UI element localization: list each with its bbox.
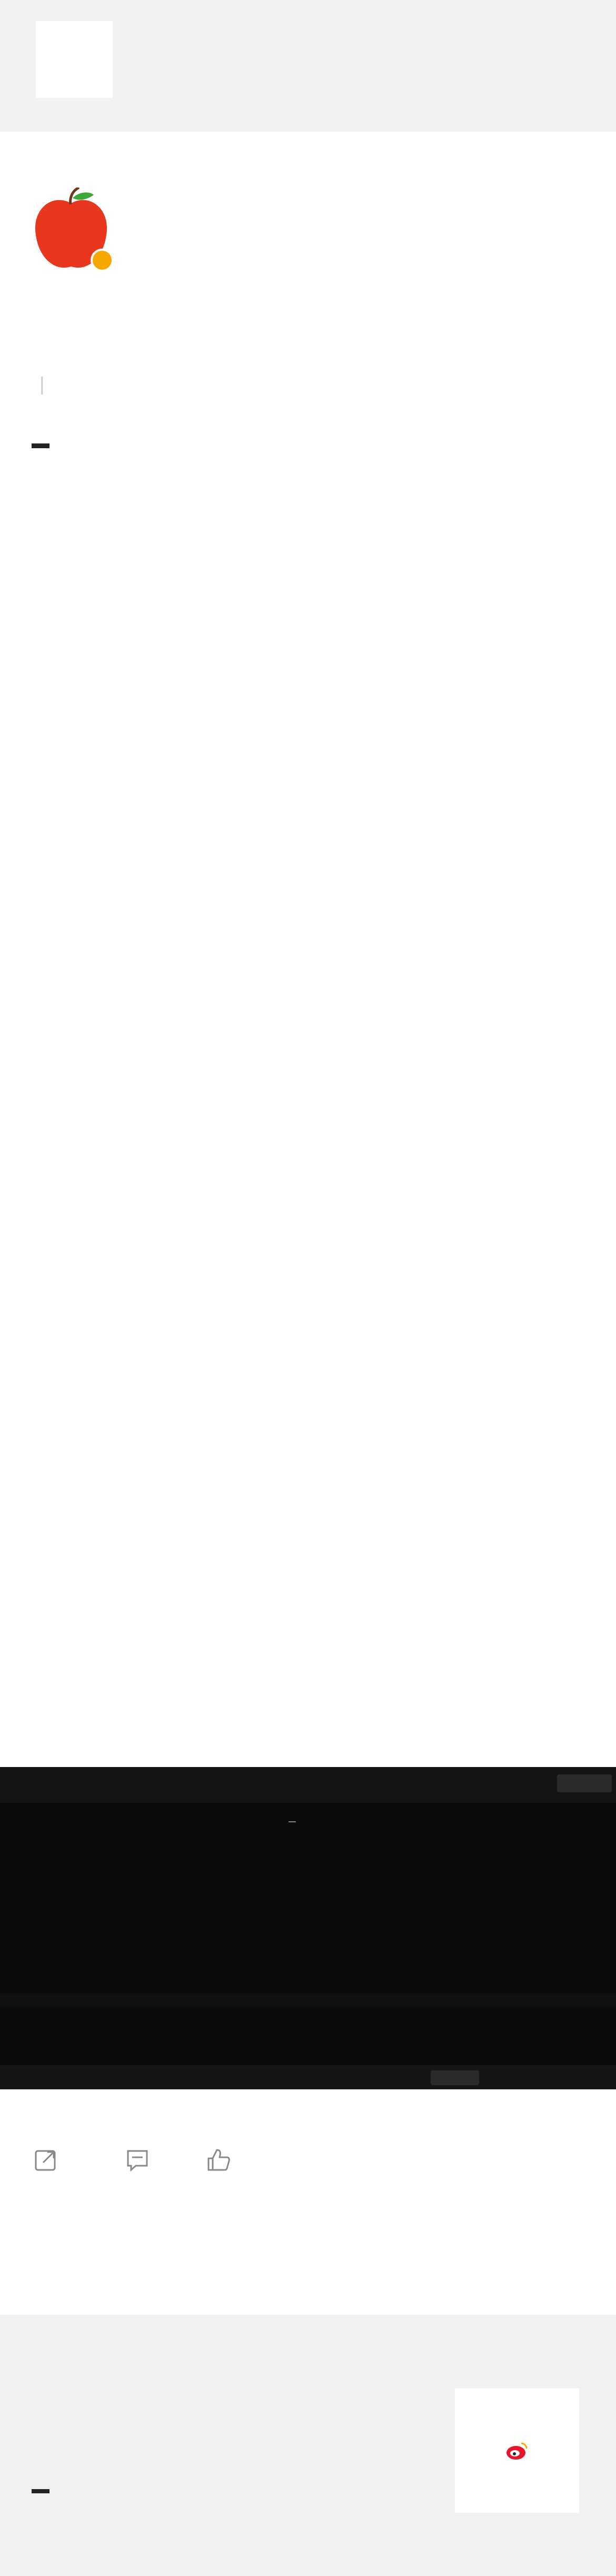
volume-header-bg <box>0 1993 616 2006</box>
qr-code-image[interactable] <box>36 21 113 98</box>
promo-dash <box>32 2489 49 2493</box>
qr-code-icon <box>39 24 110 95</box>
action-bar <box>0 2128 616 2191</box>
add-watchlist-button[interactable] <box>431 2070 479 2085</box>
weibo-logo-icon <box>503 2437 531 2464</box>
share-icon <box>34 2148 58 2172</box>
verified-badge-icon <box>91 249 114 272</box>
stock-chart-svg <box>0 1767 616 2089</box>
section-dash <box>32 443 49 448</box>
period-bar-bg <box>0 2065 616 2089</box>
author-stats <box>32 374 52 395</box>
comment-icon <box>125 2148 150 2172</box>
chart-header-bg <box>0 1767 616 1803</box>
bottom-promo <box>0 2315 616 2576</box>
thumbs-up-icon <box>206 2148 231 2172</box>
stock-chart-image[interactable] <box>0 1767 616 2089</box>
switch-display-button[interactable] <box>557 1774 612 1792</box>
stats-divider: | <box>39 374 45 395</box>
qr-banner <box>0 0 616 132</box>
qr-code-large[interactable] <box>455 2389 579 2513</box>
